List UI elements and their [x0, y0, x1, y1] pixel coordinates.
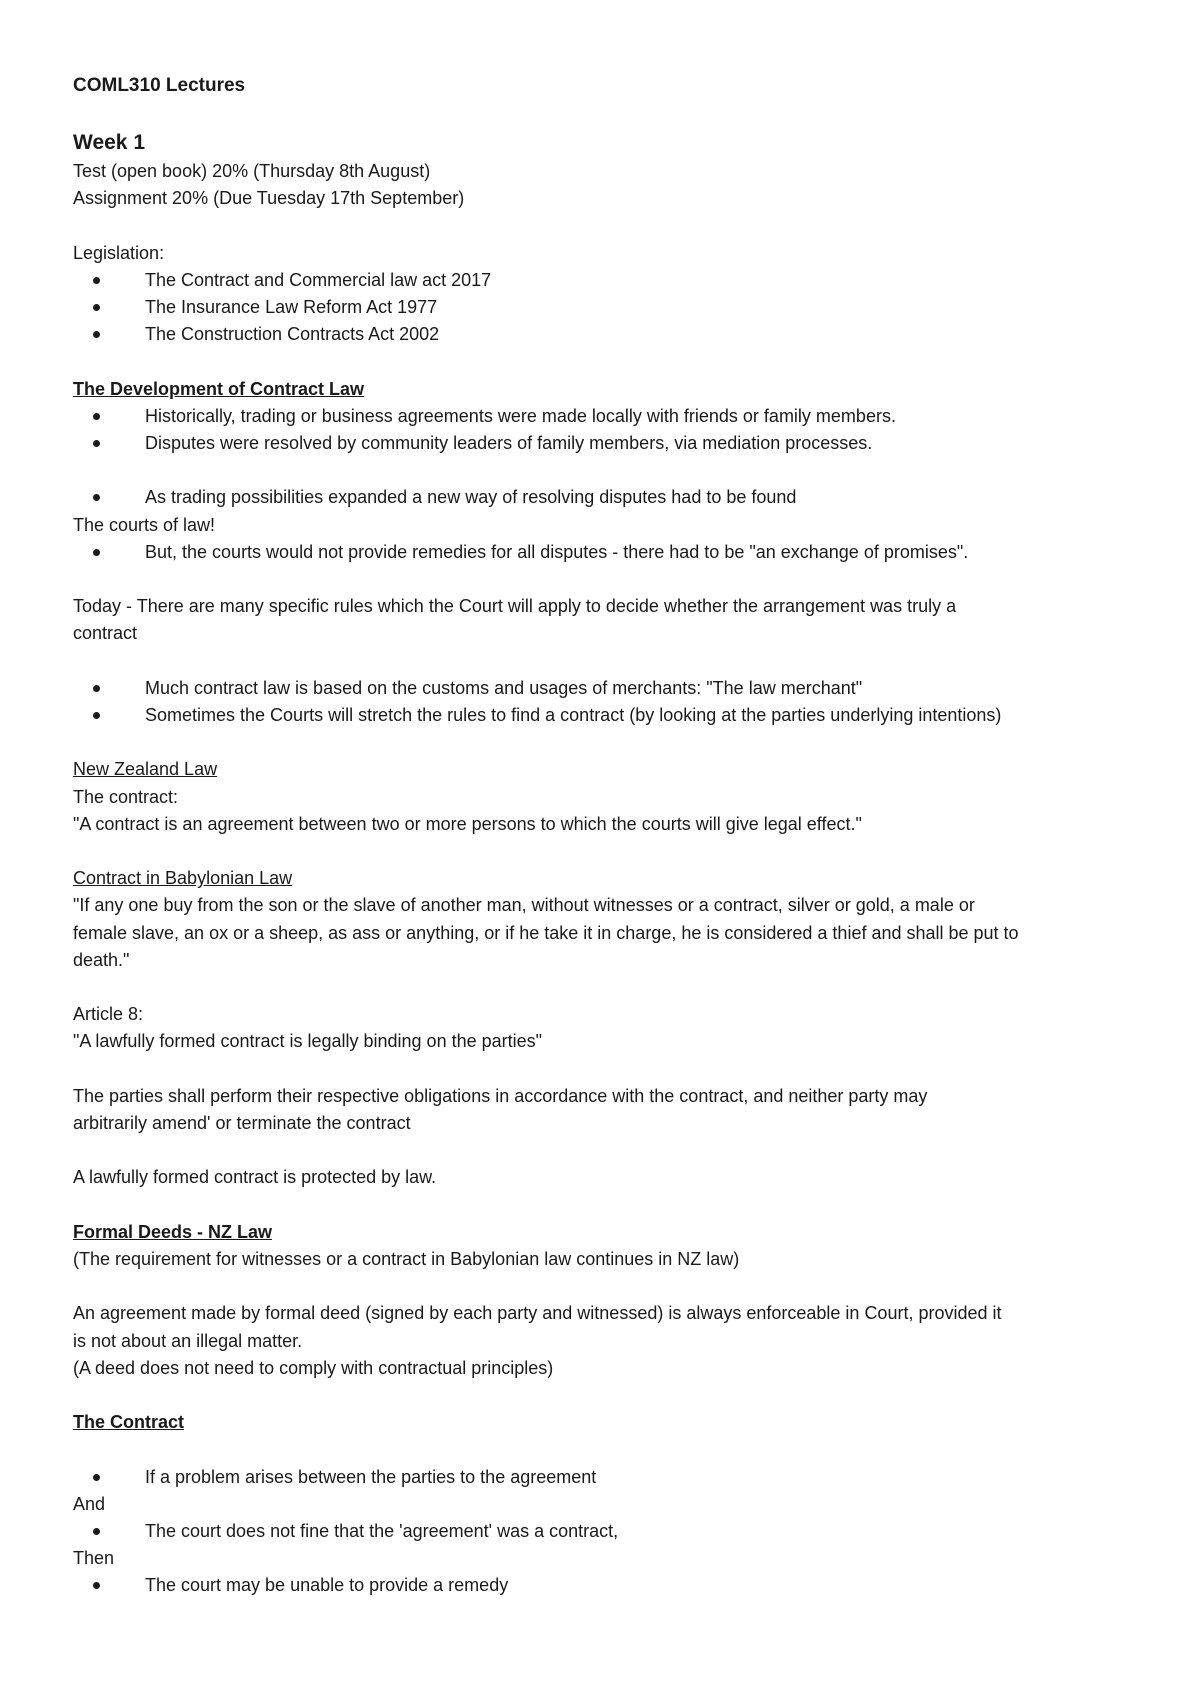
obligations-line-2: arbitrarily amend' or terminate the contract [73, 1112, 411, 1133]
bullet-icon [93, 331, 100, 338]
bullet-icon [93, 685, 100, 692]
bullet-icon [93, 277, 100, 284]
obligations-line-1: The parties shall perform their respective obligations in accordance with the contract, and neither party may [73, 1085, 928, 1106]
babylonian-line-2: female slave, an ox or a sheep, as ass or anything, or if he take it in charge, he is considered a thief and shall be put to [73, 922, 1019, 943]
babylonian-line-3: death." [73, 949, 130, 970]
contract-list-2 [73, 1518, 1143, 1545]
week-heading: Week 1 [73, 131, 145, 154]
bullet-icon [93, 494, 100, 501]
section-heading-development: The Development of Contract Law [73, 378, 365, 399]
bullet-icon [93, 304, 100, 311]
today-line-2: contract [73, 623, 138, 644]
section-heading-formal-deeds: Formal Deeds - NZ Law [73, 1221, 273, 1242]
section-heading-the-contract: The Contract [73, 1412, 185, 1433]
list-item: The court does not fine that the 'agreement' was a contract, [73, 1518, 1143, 1545]
bullet-icon [93, 712, 100, 719]
list-item: The Contract and Commercial law act 2017 [73, 267, 1143, 294]
development-list-c [73, 539, 1143, 566]
section-heading-babylonian: Contract in Babylonian Law [73, 868, 293, 889]
bullet-icon [93, 1474, 100, 1481]
bullet-icon [93, 413, 100, 420]
deeds-line-1: An agreement made by formal deed (signed by each party and witnessed) is always enforceable in Court, provided it [73, 1303, 1002, 1324]
protected-line: A lawfully formed contract is protected by law. [73, 1167, 437, 1188]
development-list-b [73, 484, 1143, 511]
then-line: Then [73, 1548, 115, 1569]
deeds-line-2: is not about an illegal matter. [73, 1330, 303, 1351]
article-8-label: Article 8: [73, 1004, 144, 1025]
list-item: Much contract law is based on the customs and usages of merchants: "The law merchant" [73, 675, 1143, 702]
deeds-note: (The requirement for witnesses or a contract in Babylonian law continues in NZ law) [73, 1248, 740, 1269]
bullet-icon [93, 1528, 100, 1535]
list-item: Historically, trading or business agreements were made locally with friends or family members. [73, 403, 1143, 430]
article-8-quote: "A lawfully formed contract is legally binding on the parties" [73, 1031, 543, 1052]
list-item: If a problem arises between the parties to the agreement [73, 1464, 1143, 1491]
document-title: COML310 Lectures [73, 75, 246, 96]
section-heading-nz-law: New Zealand Law [73, 759, 218, 780]
courts-line: The courts of law! [73, 514, 216, 535]
nz-contract-label: The contract: [73, 786, 179, 807]
bullet-icon [93, 1582, 100, 1589]
babylonian-line-1: "If any one buy from the son or the slave of another man, without witnesses or a contract, silver or gold, a male or [73, 895, 975, 916]
development-list-a [73, 403, 1143, 457]
and-line: And [73, 1493, 106, 1514]
contract-list-1 [73, 1464, 1143, 1491]
today-list [73, 675, 1143, 729]
bullet-icon [93, 549, 100, 556]
list-item: The Insurance Law Reform Act 1977 [73, 294, 1143, 321]
contract-list-3 [73, 1572, 1143, 1599]
legislation-label: Legislation: [73, 242, 165, 263]
today-line-1: Today - There are many specific rules which the Court will apply to decide whether the arrangement was truly a [73, 596, 957, 617]
list-item: The court may be unable to provide a remedy [73, 1572, 1143, 1599]
list-item: Disputes were resolved by community leaders of family members, via mediation processes. [73, 430, 1143, 457]
document-page [73, 72, 1143, 1600]
list-item: The Construction Contracts Act 2002 [73, 321, 1143, 348]
list-item: Sometimes the Courts will stretch the rules to find a contract (by looking at the parties underlying intentions) [73, 702, 1143, 729]
test-info: Test (open book) 20% (Thursday 8th August) [73, 161, 431, 181]
assignment-info: Assignment 20% (Due Tuesday 17th September) [73, 188, 465, 209]
deeds-line-3: (A deed does not need to comply with contractual principles) [73, 1357, 554, 1378]
legislation-list [73, 267, 1143, 349]
nz-contract-quote: "A contract is an agreement between two or more persons to which the courts will give legal effect." [73, 813, 862, 834]
bullet-icon [93, 440, 100, 447]
list-item: But, the courts would not provide remedies for all disputes - there had to be "an exchange of promises". [73, 539, 1143, 566]
list-item: As trading possibilities expanded a new way of resolving disputes had to be found [73, 484, 1143, 511]
